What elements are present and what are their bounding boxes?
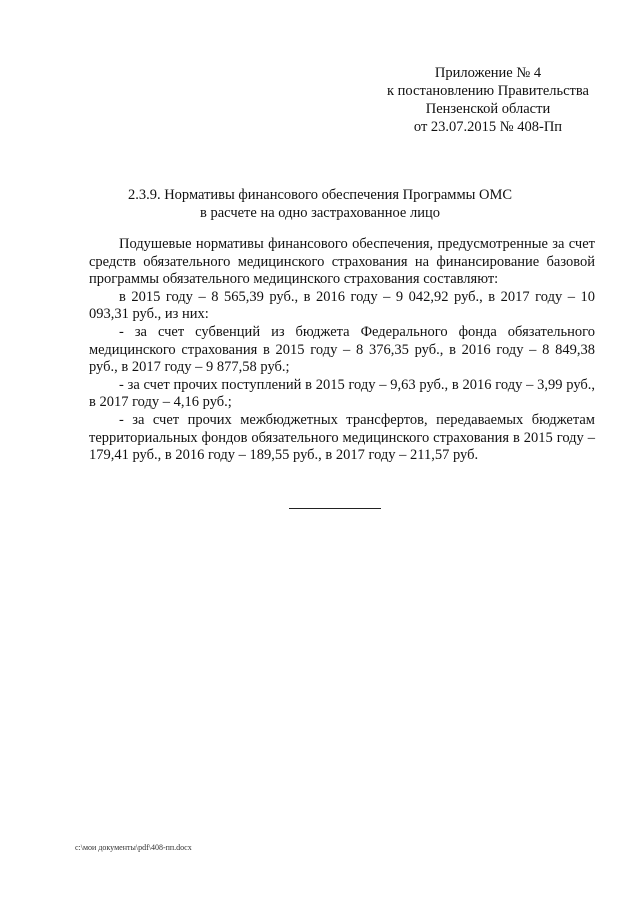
appendix-header — [370, 64, 606, 136]
appendix-date: от 23.07.2015 № 408-Пп — [413, 119, 563, 135]
section-heading — [0, 186, 640, 222]
document-body — [89, 236, 595, 465]
appendix-number: Приложение № 4 — [434, 65, 542, 81]
paragraph-intro: Подушевые нормативы финансового обеспечения, предусмотренные за счет средств обязательного медицинского страхования на финансирование базовой программы обязательного медицинского страхования составляют: — [89, 236, 595, 288]
appendix-resolution-ref: к постановлению Правительства — [387, 83, 589, 99]
section-heading-line-2: в расчете на одно застрахованное лицо — [200, 205, 440, 221]
paragraph-subventions: - за счет субвенций из бюджета Федерального фонда обязательного медицинского страхования в 2015 году – 8 376,35 руб., в 2016 году – 8 849,38 руб., в 2017 году – 9 877,58 руб.; — [89, 323, 595, 376]
file-path-footer: c:\мои документы\pdf\408-пп.docx — [75, 843, 192, 852]
paragraph-totals: в 2015 году – 8 565,39 руб., в 2016 году – 9 042,92 руб., в 2017 году – 10 093,31 руб., из них: — [89, 288, 595, 323]
paragraph-transfers: - за счет прочих межбюджетных трансфертов, передаваемых бюджетам территориальных фондов обязательного медицинского страхования в 2015 году – 179,41 руб., в 2016 году – 189,55 руб., в 2017 году – 211,57 руб. — [89, 411, 595, 464]
separator-line — [289, 508, 381, 509]
paragraph-other-income: - за счет прочих поступлений в 2015 году – 9,63 руб., в 2016 году – 3,99 руб., в 2017 году – 4,16 руб.; — [89, 376, 595, 411]
appendix-region: Пензенской области — [425, 101, 551, 117]
section-heading-line-1: 2.3.9. Нормативы финансового обеспечения Программы ОМС — [127, 187, 513, 203]
